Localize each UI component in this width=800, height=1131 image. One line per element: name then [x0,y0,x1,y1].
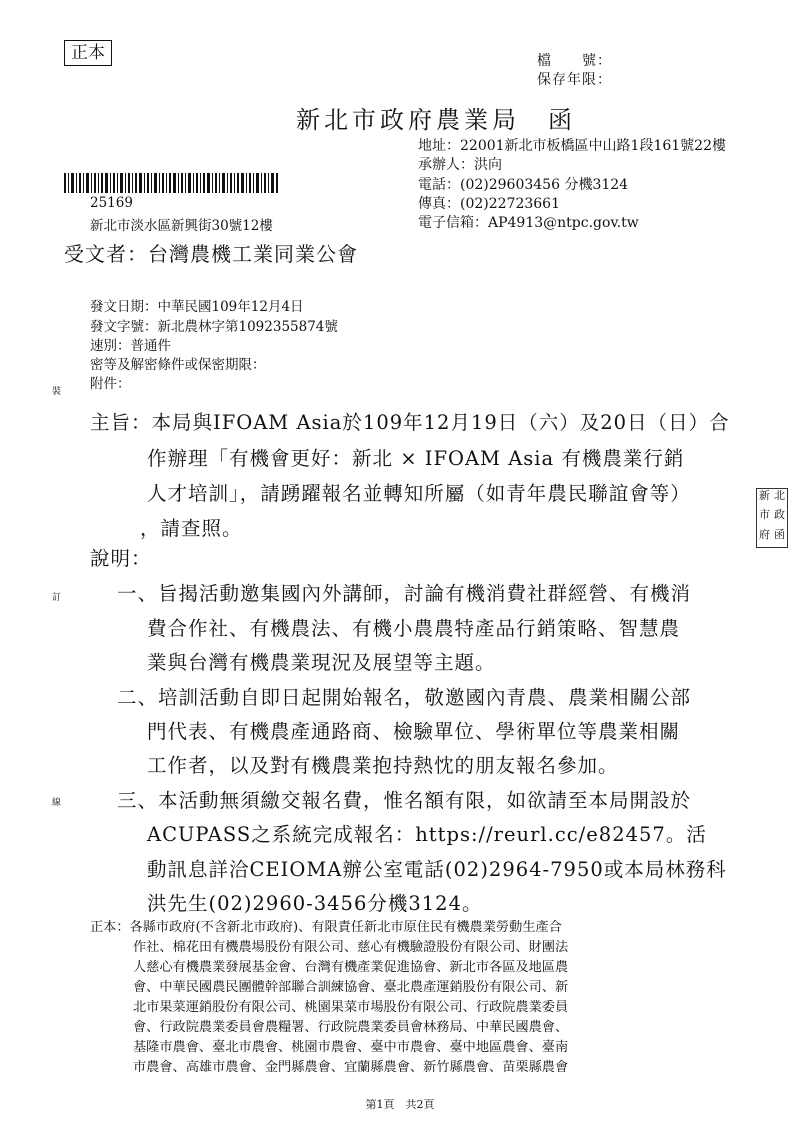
sender-phone: 電話：(02)29603456 分機3124 [418,177,629,193]
original-copy-stamp: 正本 [64,40,112,66]
official-seal-stamp [756,488,788,548]
barcode [64,173,279,193]
recipient: 受文者：台灣農機工業同業公會 [64,242,358,266]
document-title: 新北市政府農業局 函 [296,106,576,134]
file-number: 檔 號： [537,53,612,69]
retention-period: 保存年限： [537,72,612,88]
delivery-speed: 速別：普通件 [90,338,171,354]
subject-line-1: 主旨：本局與IFOAM Asia於109年12月19日（六）及20日（日）合 [90,411,730,434]
seal-character: 北 [774,489,785,502]
copies-line-5: 北市果菜運銷股份有限公司、桃園果菜市場股份有限公司、行政院農業委員 [133,1000,569,1015]
recipient-street-address: 新北市淡水區新興街30號12樓 [90,218,273,234]
explanation-item-3-line-3: 動訊息詳洽CEIOMA辦公室電話(02)2964-7950或本局林務科 [147,858,727,881]
explanation-item-3-line-4: 洪先生(02)2960-3456分機3124。 [147,892,483,915]
seal-character: 新 [759,489,770,502]
explanation-item-2-line-3: 工作者，以及對有機農業抱持熱忱的朋友報名參加。 [147,754,619,777]
sender-contact: 承辦人：洪向 [418,157,502,173]
explanation-item-1-line-2: 費合作社、有機農法、有機小農農特產品行銷策略、智慧農 [147,617,681,640]
copies-line-7: 基隆市農會、臺北市農會、桃園市農會、臺中市農會、臺中地區農會、臺南 [133,1040,569,1055]
secrecy-level: 密等及解密條件或保密期限： [90,357,266,373]
issue-date: 發文日期：中華民國109年12月4日 [90,299,304,315]
explanation-heading: 說明： [90,547,152,570]
explanation-item-2-line-2: 門代表、有機農產通路商、檢驗單位、學術單位等農業相關 [147,720,681,743]
seal-character: 府 [759,527,770,541]
sender-address: 地址：22001新北市板橋區中山路1段161號22樓 [418,138,726,154]
page-number: 第1頁 共2頁 [365,1098,435,1111]
recipient-zip: 25169 [90,195,133,211]
seal-character: 政 [774,508,785,522]
subject-line-4: ，請查照。 [140,517,243,540]
copies-line-2: 作社、棉花田有機農場股份有限公司、慈心有機驗證股份有限公司、財團法 [133,940,569,955]
seal-character: 函 [774,527,785,541]
explanation-item-3-line-1: 三、本活動無須繳交報名費，惟名額有限，如欲請至本局開設於 [117,789,692,812]
copies-line-8: 市農會、高雄市農會、金門縣農會、宜蘭縣農會、新竹縣農會、苗栗縣農會 [133,1060,569,1075]
binding-mark-top: 裝 [52,387,62,397]
copies-line-4: 會、中華民國農民團體幹部聯合訓練協會、臺北農產運銷股份有限公司、新 [133,980,569,995]
copies-line-3: 人慈心有機農業發展基金會、台灣有機產業促進協會、新北市各區及地區農 [133,960,569,975]
binding-mark-middle: 訂 [52,593,62,603]
seal-character: 市 [759,508,770,522]
attachments: 附件： [90,376,131,392]
explanation-item-2-line-1: 二、培訓活動自即日起開始報名，敬邀國內青農、農業相關公部 [117,686,692,709]
explanation-item-1-line-3: 業與台灣有機農業現況及展望等主題。 [147,651,496,674]
subject-line-3: 人才培訓」，請踴躍報名並轉知所屬（如青年農民聯誼會等） [147,482,691,505]
explanation-item-3-line-2: ACUPASS之系統完成報名：https://reurl.cc/e82457。活 [147,823,707,846]
document-number: 發文字號：新北農林字第1092355874號 [90,319,338,335]
sender-email: 電子信箱：AP4913@ntpc.gov.tw [418,215,639,231]
copies-line-6: 會、行政院農業委員會農糧署、行政院農業委員會林務局、中華民國農會、 [133,1020,569,1035]
binding-mark-bottom: 線 [52,798,62,808]
subject-line-2: 作辦理「有機會更好：新北 × IFOAM Asia 有機農業行銷 [147,447,685,470]
explanation-item-1-line-1: 一、旨揭活動邀集國內外講師，討論有機消費社群經營、有機消 [117,582,692,605]
sender-fax: 傳真：(02)22723661 [418,196,560,212]
copies-line-1: 正本：各縣市政府(不含新北市政府)、有限責任新北市原住民有機農業勞動生產合 [90,920,562,935]
